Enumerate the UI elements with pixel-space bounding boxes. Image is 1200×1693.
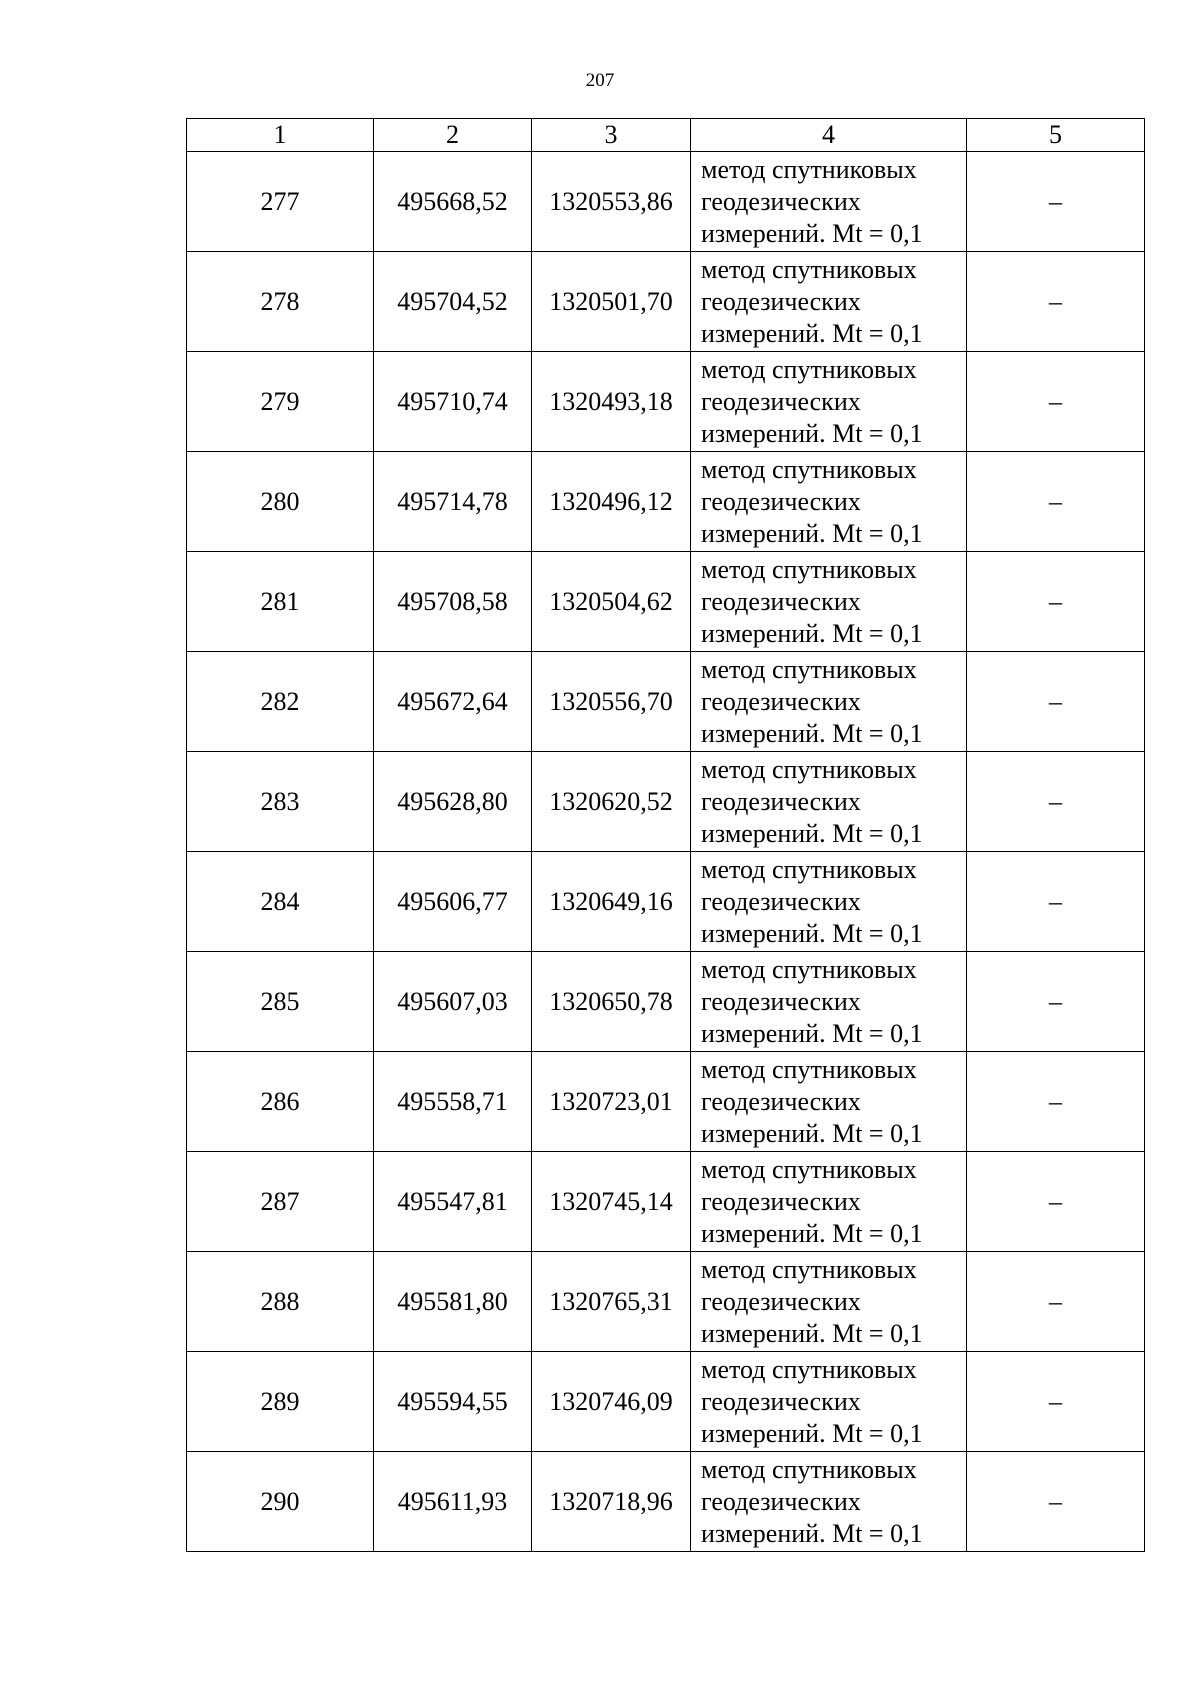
method-text-line: геодезических	[701, 1486, 861, 1516]
x-coordinate-cell: 495611,93	[374, 1452, 532, 1552]
method-text-line: геодезических	[701, 1086, 861, 1116]
method-text-line: геодезических	[701, 886, 861, 916]
table-row	[187, 1452, 1145, 1552]
y-coordinate-cell: 1320765,31	[532, 1252, 691, 1352]
note-cell: –	[967, 252, 1145, 352]
method-text-line: метод спутниковых	[701, 1154, 917, 1184]
x-coordinate-cell: 495668,52	[374, 152, 532, 252]
method-cell	[691, 252, 967, 352]
point-number-cell: 280	[187, 452, 374, 552]
method-text-line: измерений. Mt = 0,1	[701, 1418, 923, 1448]
x-coordinate-cell: 495628,80	[374, 752, 532, 852]
note-cell: –	[967, 152, 1145, 252]
point-number-cell: 277	[187, 152, 374, 252]
point-number-cell: 281	[187, 552, 374, 652]
method-cell	[691, 952, 967, 1052]
table-row	[187, 1052, 1145, 1152]
point-number-cell: 290	[187, 1452, 374, 1552]
x-coordinate-cell: 495672,64	[374, 652, 532, 752]
x-coordinate-cell: 495708,58	[374, 552, 532, 652]
method-text-line: измерений. Mt = 0,1	[701, 718, 923, 748]
x-coordinate-cell: 495581,80	[374, 1252, 532, 1352]
method-text-line: измерений. Mt = 0,1	[701, 1218, 923, 1248]
method-text-line: метод спутниковых	[701, 254, 917, 284]
method-cell	[691, 352, 967, 452]
column-header-3: 3	[532, 119, 691, 152]
method-text-line: метод спутниковых	[701, 554, 917, 584]
y-coordinate-cell: 1320501,70	[532, 252, 691, 352]
point-number-cell: 283	[187, 752, 374, 852]
column-header-5: 5	[967, 119, 1145, 152]
method-text-line: метод спутниковых	[701, 154, 917, 184]
method-text-line: измерений. Mt = 0,1	[701, 318, 923, 348]
coordinates-table	[186, 118, 1145, 1552]
point-number-cell: 284	[187, 852, 374, 952]
y-coordinate-cell: 1320553,86	[532, 152, 691, 252]
method-text-line: метод спутниковых	[701, 1354, 917, 1384]
method-text-line: геодезических	[701, 586, 861, 616]
method-cell	[691, 1152, 967, 1252]
method-text-line: метод спутниковых	[701, 854, 917, 884]
table-row	[187, 352, 1145, 452]
method-text-line: метод спутниковых	[701, 1254, 917, 1284]
table-row	[187, 952, 1145, 1052]
x-coordinate-cell: 495607,03	[374, 952, 532, 1052]
method-text-line: измерений. Mt = 0,1	[701, 1518, 923, 1548]
method-text-line: измерений. Mt = 0,1	[701, 918, 923, 948]
method-text-line: метод спутниковых	[701, 1454, 917, 1484]
method-text-line: геодезических	[701, 386, 861, 416]
point-number-cell: 282	[187, 652, 374, 752]
note-cell: –	[967, 1052, 1145, 1152]
note-cell: –	[967, 1152, 1145, 1252]
y-coordinate-cell: 1320649,16	[532, 852, 691, 952]
method-text-line: геодезических	[701, 1286, 861, 1316]
y-coordinate-cell: 1320745,14	[532, 1152, 691, 1252]
table-row	[187, 1152, 1145, 1252]
column-header-2: 2	[374, 119, 532, 152]
column-header-4: 4	[691, 119, 967, 152]
y-coordinate-cell: 1320620,52	[532, 752, 691, 852]
method-text-line: измерений. Mt = 0,1	[701, 818, 923, 848]
x-coordinate-cell: 495558,71	[374, 1052, 532, 1152]
column-header-1: 1	[187, 119, 374, 152]
method-text-line: измерений. Mt = 0,1	[701, 1318, 923, 1348]
method-text-line: геодезических	[701, 286, 861, 316]
point-number-cell: 278	[187, 252, 374, 352]
note-cell: –	[967, 852, 1145, 952]
method-text-line: геодезических	[701, 1186, 861, 1216]
note-cell: –	[967, 652, 1145, 752]
method-cell	[691, 752, 967, 852]
point-number-cell: 288	[187, 1252, 374, 1352]
table-row	[187, 1252, 1145, 1352]
note-cell: –	[967, 452, 1145, 552]
page-number: 207	[585, 70, 615, 91]
method-text-line: измерений. Mt = 0,1	[701, 1118, 923, 1148]
note-cell: –	[967, 1452, 1145, 1552]
y-coordinate-cell: 1320718,96	[532, 1452, 691, 1552]
point-number-cell: 286	[187, 1052, 374, 1152]
x-coordinate-cell: 495594,55	[374, 1352, 532, 1452]
point-number-cell: 285	[187, 952, 374, 1052]
y-coordinate-cell: 1320650,78	[532, 952, 691, 1052]
method-cell	[691, 1252, 967, 1352]
method-text-line: геодезических	[701, 786, 861, 816]
x-coordinate-cell: 495606,77	[374, 852, 532, 952]
method-cell	[691, 1052, 967, 1152]
y-coordinate-cell: 1320493,18	[532, 352, 691, 452]
method-text-line: измерений. Mt = 0,1	[701, 218, 923, 248]
point-number-cell: 287	[187, 1152, 374, 1252]
y-coordinate-cell: 1320556,70	[532, 652, 691, 752]
note-cell: –	[967, 1352, 1145, 1452]
method-cell	[691, 1452, 967, 1552]
method-text-line: геодезических	[701, 986, 861, 1016]
table-row	[187, 652, 1145, 752]
method-text-line: метод спутниковых	[701, 454, 917, 484]
table-row	[187, 752, 1145, 852]
method-cell	[691, 152, 967, 252]
method-cell	[691, 452, 967, 552]
note-cell: –	[967, 752, 1145, 852]
method-text-line: геодезических	[701, 686, 861, 716]
table-row	[187, 152, 1145, 252]
note-cell: –	[967, 952, 1145, 1052]
method-text-line: геодезических	[701, 186, 861, 216]
x-coordinate-cell: 495710,74	[374, 352, 532, 452]
note-cell: –	[967, 1252, 1145, 1352]
table-row	[187, 252, 1145, 352]
method-text-line: измерений. Mt = 0,1	[701, 618, 923, 648]
y-coordinate-cell: 1320723,01	[532, 1052, 691, 1152]
method-text-line: геодезических	[701, 1386, 861, 1416]
table-header-row	[187, 119, 1145, 152]
x-coordinate-cell: 495547,81	[374, 1152, 532, 1252]
table-row	[187, 452, 1145, 552]
x-coordinate-cell: 495714,78	[374, 452, 532, 552]
table-row	[187, 852, 1145, 952]
method-text-line: измерений. Mt = 0,1	[701, 1018, 923, 1048]
table-body	[187, 152, 1145, 1552]
method-text-line: измерений. Mt = 0,1	[701, 518, 923, 548]
method-cell	[691, 552, 967, 652]
point-number-cell: 289	[187, 1352, 374, 1452]
method-cell	[691, 1352, 967, 1452]
y-coordinate-cell: 1320496,12	[532, 452, 691, 552]
y-coordinate-cell: 1320746,09	[532, 1352, 691, 1452]
note-cell: –	[967, 552, 1145, 652]
method-text-line: геодезических	[701, 486, 861, 516]
method-cell	[691, 852, 967, 952]
table-row	[187, 552, 1145, 652]
table-row	[187, 1352, 1145, 1452]
method-text-line: метод спутниковых	[701, 754, 917, 784]
point-number-cell: 279	[187, 352, 374, 452]
method-text-line: метод спутниковых	[701, 1054, 917, 1084]
method-text-line: метод спутниковых	[701, 954, 917, 984]
x-coordinate-cell: 495704,52	[374, 252, 532, 352]
method-text-line: метод спутниковых	[701, 654, 917, 684]
method-cell	[691, 652, 967, 752]
method-text-line: метод спутниковых	[701, 354, 917, 384]
y-coordinate-cell: 1320504,62	[532, 552, 691, 652]
note-cell: –	[967, 352, 1145, 452]
method-text-line: измерений. Mt = 0,1	[701, 418, 923, 448]
